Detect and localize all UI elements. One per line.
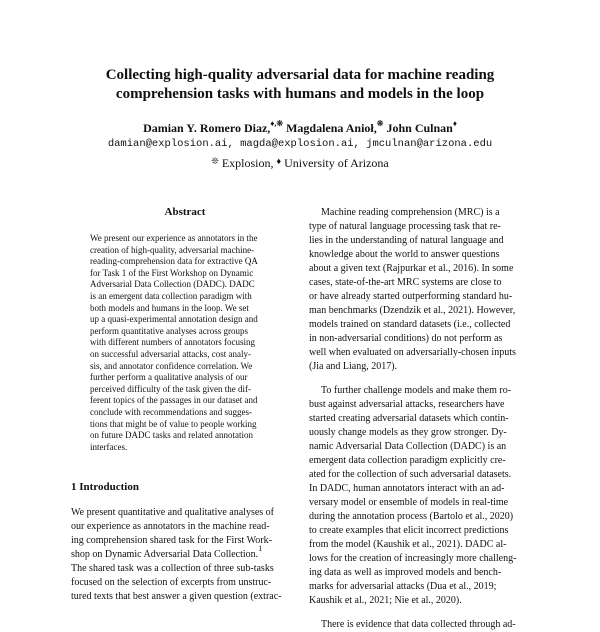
text-line: in non-adversarial conditions) do not perform as [309,333,503,344]
text-line: perceived difficulty of the task given the dif- [90,383,252,394]
text-line: There is evidence that data collected through ad- [321,619,516,630]
text-line: is an emergent data collection paradigm with [90,290,252,301]
text-line: interfaces. [90,441,128,452]
text-line: perform quantitative analyses across groups [90,325,248,336]
text-line: or have already started outperforming standard hu- [309,291,513,302]
text-line: In DADC, human annotators interact with an ad- [309,483,505,494]
text-line: for Task 1 of the First Workshop on Dynamic [90,267,254,278]
text-line: bust against adversarial attacks, researchers have [309,399,505,410]
title-line: Collecting high-quality adversarial data for machine reading [105,67,495,83]
text-line: ing data as well as improved models and bench- [309,567,502,578]
affiliation-name: Explosion, [221,156,274,170]
paragraph [309,384,534,608]
text-line: Kaushik et al., 2021; Nie et al., 2020). [309,595,462,606]
text-line: well when evaluated on adversarially-chosen inputs [309,347,516,358]
affiliation-mark: ♦ [452,119,457,128]
text-line: lies in the understanding of natural language and [309,235,504,246]
affiliation-mark: ♦ [276,156,282,166]
author-name: John Culnan [386,121,453,135]
text-line [71,544,299,562]
text-line: further perform a qualitative analysis of our [90,372,248,383]
text-line: ferent topics of the passages in our dataset and [90,395,258,406]
text-line: conclude with recommendations and sugges- [90,406,252,417]
affiliation-mark: ♦,❊ [270,119,284,128]
text-line: from the model (Kaushik et al., 2021). DADC al- [309,539,507,550]
text-line: Adversarial Data Collection (DADC). DADC [90,279,255,290]
author-list [60,120,540,136]
text-line: on successful adversarial attacks, cost analy- [90,348,251,359]
text-line: emergent data collection paradigm explicitly cre- [309,455,506,466]
text-line: namic Adversarial Data Collection (DADC) is an [309,441,507,452]
text-line: our experience as annotators in the machine read- [71,521,270,532]
text-line: models trained on standard datasets (i.e., collected [309,319,511,330]
abstract-heading: Abstract [164,206,206,218]
text-line: ing comprehension shared task for the First Work- [71,535,272,546]
paragraph-gap [309,608,534,618]
text-line: sis, and annotator confidence correlation. We [90,360,253,371]
affiliations [60,155,540,172]
title-line: comprehension tasks with humans and models in the loop [115,86,485,102]
text-line: versary model or ensemble of models in real-time [309,497,509,508]
section-heading: 1 Introduction [71,481,139,493]
text-span: shop on Dynamic Adversarial Data Collection. [71,549,259,560]
affiliation-name: University of Arizona [284,156,389,170]
text-line: We present our experience as annotators in the [90,233,258,243]
text-line: type of natural language processing task that re- [309,221,501,232]
text-line: tions that might be of value to people working [90,418,257,429]
text-line: To further challenge models and make them ro- [321,385,512,396]
paper-title [60,66,540,104]
text-line: (Jia and Liang, 2017). [309,361,398,372]
text-line: both models and humans in the loop. We set [90,302,249,313]
affiliation-mark: ❊ [211,156,219,166]
text-line: on future DADC tasks and related annotation [90,430,253,441]
abstract-body [90,233,290,453]
text-line: reading-comprehension data for extractive QA [90,256,258,267]
paragraph [309,206,534,374]
author-name: Damian Y. Romero Diaz, [143,121,271,135]
text-line: knowledge about the world to answer questions [309,249,500,260]
text-line: focused on the selection of excerpts from unstruc- [71,577,272,588]
text-line: to create examples that elicit incorrect predictions [309,525,509,536]
text-line: cases, state-of-the-art MRC systems are close to [309,277,502,288]
text-line: during the annotation process (Bartolo et al., 2020) [309,511,514,522]
text-line: We present quantitative and qualitative analyses of [71,507,275,518]
footnote-mark[interactable]: 1 [258,544,263,553]
text-line: ated for the collection of such adversarial datasets. [309,469,512,480]
text-line: marks for adversarial attacks (Dua et al., 2019; [309,581,497,592]
text-line: lows for the creation of increasingly more challeng- [309,553,517,564]
affiliation-mark: ❊ [376,119,384,128]
text-line: with different numbers of annotators focusing [90,337,256,348]
text-line: man benchmarks (Dzendzik et al., 2021). However, [309,305,516,316]
text-line: The shared task was a collection of three sub-tasks [71,563,274,574]
text-line: creation of high-quality, adversarial machine- [90,244,255,255]
paragraph-gap [309,374,534,384]
author-name: Magdalena Anioł, [286,121,377,135]
text-line: tured texts that best answer a given question (extrac- [71,591,282,602]
author-emails[interactable]: damian@explosion.ai, magda@explosion.ai, jmculnan@arizona.edu [107,138,493,150]
text-line: up a quasi-experimental annotation design and [90,314,258,325]
text-line: started creating adversarial datasets which contin- [309,413,509,424]
text-line: about a given text (Rajpurkar et al., 2016). In some [309,263,514,274]
text-line: Machine reading comprehension (MRC) is a [321,207,500,218]
text-line: uously change models as they grow stronger. Dy- [309,427,507,438]
introduction-body [71,506,299,604]
right-column [309,206,534,632]
